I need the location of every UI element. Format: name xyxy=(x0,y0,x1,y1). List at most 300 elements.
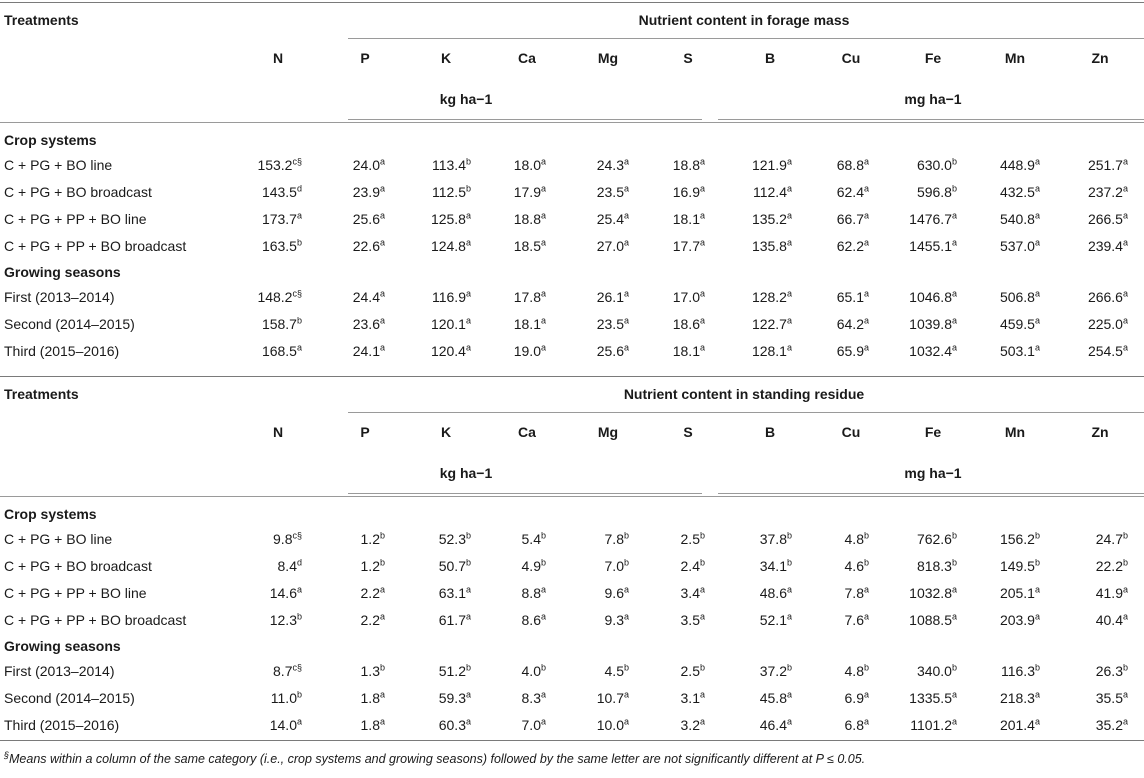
table-cell xyxy=(1096,530,1128,548)
table-cell xyxy=(257,156,302,174)
cell-letter: a xyxy=(1034,288,1040,299)
column-header-fe: Fe xyxy=(924,50,942,66)
cell-value: 1032.4 xyxy=(909,343,952,359)
cell-value: 40.4 xyxy=(1095,612,1123,628)
table-cell xyxy=(752,237,792,255)
cell-letter: a xyxy=(786,156,792,167)
cell-letter: a xyxy=(1122,237,1128,248)
title-rule xyxy=(348,38,1144,39)
cell-value: 205.1 xyxy=(999,585,1035,601)
table-cell xyxy=(845,557,869,575)
row-label: C + PG + PP + BO line xyxy=(4,211,147,227)
row-label: First (2013–2014) xyxy=(4,289,115,305)
cell-letter: d xyxy=(296,183,302,194)
panel-title: Nutrient content in standing residue xyxy=(623,386,865,402)
group-heading: Crop systems xyxy=(4,132,97,148)
cell-letter: a xyxy=(786,288,792,299)
cell-value: 122.7 xyxy=(751,316,787,332)
cell-letter: a xyxy=(951,315,957,326)
cell-value: 143.5 xyxy=(261,184,297,200)
footnote-mark: § xyxy=(4,749,10,760)
cell-letter: b xyxy=(465,156,471,167)
cell-letter: a xyxy=(379,584,385,595)
column-header-cu: Cu xyxy=(841,424,861,440)
cell-value: 112.5 xyxy=(431,184,466,200)
row-label: C + PG + PP + BO broadcast xyxy=(4,238,187,254)
cell-value: 9.3 xyxy=(604,612,624,628)
cell-value: 8.8 xyxy=(521,585,541,601)
kg-unit-rule xyxy=(348,493,702,494)
table-cell xyxy=(673,210,705,228)
table-cell xyxy=(1000,183,1040,201)
cell-value: 16.9 xyxy=(672,184,700,200)
cell-letter: a xyxy=(951,689,957,700)
cell-value: 8.4 xyxy=(277,558,297,574)
table-cell xyxy=(837,315,869,333)
cell-letter: a xyxy=(465,210,471,221)
cell-letter: a xyxy=(1122,584,1128,595)
cell-value: 254.5 xyxy=(1087,343,1123,359)
table-cell xyxy=(439,530,471,548)
cell-value: 50.7 xyxy=(438,558,466,574)
cell-letter: b xyxy=(296,315,302,326)
column-header-mg: Mg xyxy=(597,424,619,440)
row-label: Third (2015–2016) xyxy=(4,343,120,359)
panel-top-rule xyxy=(0,2,1144,3)
cell-letter: b xyxy=(540,662,546,673)
cell-value: 153.2 xyxy=(257,157,293,173)
table-cell xyxy=(522,557,546,575)
cell-value: 51.2 xyxy=(438,663,466,679)
cell-letter: a xyxy=(379,210,385,221)
cell-letter: b xyxy=(951,662,957,673)
cell-letter: a xyxy=(951,584,957,595)
table-cell xyxy=(837,210,869,228)
cell-value: 112.4 xyxy=(752,184,787,200)
cell-letter: a xyxy=(699,584,705,595)
cell-value: 65.9 xyxy=(836,343,864,359)
table-cell xyxy=(681,689,705,707)
cell-letter: a xyxy=(623,156,629,167)
table-cell xyxy=(522,611,546,629)
cell-letter: a xyxy=(863,342,869,353)
cell-value: 27.0 xyxy=(596,238,624,254)
table-cell xyxy=(673,315,705,333)
table-cell xyxy=(681,530,705,548)
cell-value: 225.0 xyxy=(1087,316,1123,332)
cell-letter: a xyxy=(863,689,869,700)
table-cell xyxy=(605,557,629,575)
table-cell xyxy=(597,237,629,255)
cell-letter: a xyxy=(786,611,792,622)
column-header-k: K xyxy=(440,424,452,440)
cell-letter: a xyxy=(623,584,629,595)
cell-letter: a xyxy=(623,237,629,248)
table-cell xyxy=(1000,342,1040,360)
cell-letter: b xyxy=(951,183,957,194)
table-cell xyxy=(597,183,629,201)
table-cell xyxy=(909,237,957,255)
cell-letter: a xyxy=(1034,584,1040,595)
table-cell xyxy=(522,689,546,707)
cell-letter: a xyxy=(699,716,705,727)
cell-value: 1.2 xyxy=(360,531,380,547)
table-cell xyxy=(681,662,705,680)
table-cell xyxy=(361,716,385,734)
cell-letter: b xyxy=(465,530,471,541)
cell-value: 18.5 xyxy=(513,238,541,254)
cell-value: 7.0 xyxy=(604,558,624,574)
row-label: C + PG + PP + BO line xyxy=(4,585,147,601)
table-cell xyxy=(1000,689,1040,707)
cell-letter: b xyxy=(465,662,471,673)
cell-value: 239.4 xyxy=(1087,238,1123,254)
cell-letter: b xyxy=(786,557,792,568)
table-cell xyxy=(439,557,471,575)
cell-value: 62.2 xyxy=(836,238,864,254)
cell-value: 45.8 xyxy=(759,690,787,706)
column-header-k: K xyxy=(440,50,452,66)
cell-letter: a xyxy=(1122,315,1128,326)
cell-value: 266.6 xyxy=(1087,289,1123,305)
cell-letter: a xyxy=(699,237,705,248)
cell-value: 1.8 xyxy=(360,690,380,706)
cell-letter: a xyxy=(623,689,629,700)
cell-letter: b xyxy=(296,689,302,700)
cell-value: 37.8 xyxy=(759,531,787,547)
cell-letter: a xyxy=(296,342,302,353)
cell-letter: a xyxy=(623,183,629,194)
table-cell xyxy=(753,183,792,201)
table-cell xyxy=(909,288,957,306)
table-cell xyxy=(909,315,957,333)
column-header-s: S xyxy=(683,424,693,440)
cell-value: 62.4 xyxy=(836,184,864,200)
cell-letter: b xyxy=(863,530,869,541)
table-cell xyxy=(752,288,792,306)
kg-unit-rule xyxy=(348,119,702,120)
cell-letter: b xyxy=(699,557,705,568)
cell-value: 156.2 xyxy=(999,531,1035,547)
cell-value: 14.6 xyxy=(269,585,297,601)
table-cell xyxy=(273,662,302,680)
cell-letter: a xyxy=(786,716,792,727)
table-cell xyxy=(262,342,302,360)
table-cell xyxy=(673,183,705,201)
column-header-n: N xyxy=(272,424,284,440)
cell-value: 7.8 xyxy=(604,531,624,547)
column-header-mg: Mg xyxy=(597,50,619,66)
cell-letter: a xyxy=(623,611,629,622)
cell-letter: a xyxy=(623,315,629,326)
cell-letter: a xyxy=(540,689,546,700)
table-cell xyxy=(439,689,471,707)
table-cell xyxy=(361,530,385,548)
cell-letter: a xyxy=(540,210,546,221)
cell-letter: b xyxy=(465,183,471,194)
cell-letter: a xyxy=(699,210,705,221)
cell-letter: a xyxy=(786,689,792,700)
table-cell xyxy=(673,237,705,255)
cell-value: 59.3 xyxy=(438,690,466,706)
table-cell xyxy=(432,156,471,174)
cell-letter: a xyxy=(786,584,792,595)
cell-letter: a xyxy=(296,716,302,727)
footnote-text: Means within a column of the same category (i.e., crop systems and growing seasons) followed by the same letter are not significantly different at P ≤ 0.05. xyxy=(9,752,866,766)
table-cell xyxy=(1096,689,1128,707)
cell-value: 158.7 xyxy=(261,316,297,332)
table-cell xyxy=(273,530,302,548)
cell-letter: a xyxy=(540,342,546,353)
cell-value: 23.5 xyxy=(596,184,624,200)
cell-letter: c§ xyxy=(292,288,302,299)
cell-letter: a xyxy=(951,342,957,353)
cell-letter: a xyxy=(863,237,869,248)
cell-letter: a xyxy=(951,210,957,221)
table-cell xyxy=(752,342,792,360)
cell-letter: a xyxy=(379,156,385,167)
cell-value: 18.1 xyxy=(672,343,700,359)
table-cell xyxy=(353,342,385,360)
table-cell xyxy=(845,530,869,548)
cell-value: 25.6 xyxy=(352,211,380,227)
cell-value: 7.0 xyxy=(521,717,541,733)
cell-value: 1.8 xyxy=(360,717,380,733)
table-cell xyxy=(522,662,546,680)
table-cell xyxy=(837,183,869,201)
table-cell xyxy=(1000,315,1040,333)
cell-letter: b xyxy=(1034,530,1040,541)
cell-letter: a xyxy=(465,288,471,299)
table-cell xyxy=(1096,611,1128,629)
table-cell xyxy=(597,315,629,333)
cell-value: 1088.5 xyxy=(909,612,952,628)
cell-value: 65.1 xyxy=(836,289,864,305)
cell-letter: a xyxy=(379,237,385,248)
table-cell xyxy=(431,210,471,228)
cell-value: 5.4 xyxy=(521,531,541,547)
cell-value: 25.4 xyxy=(596,211,624,227)
cell-letter: a xyxy=(699,342,705,353)
cell-letter: b xyxy=(1122,557,1128,568)
cell-value: 120.1 xyxy=(430,316,466,332)
cell-value: 340.0 xyxy=(916,663,952,679)
cell-letter: b xyxy=(540,557,546,568)
cell-letter: b xyxy=(623,557,629,568)
cell-value: 3.1 xyxy=(680,690,700,706)
table-cell xyxy=(353,288,385,306)
cell-value: 630.0 xyxy=(916,157,952,173)
cell-value: 11.0 xyxy=(270,690,297,706)
cell-letter: b xyxy=(296,611,302,622)
column-header-p: P xyxy=(360,50,370,66)
cell-letter: a xyxy=(623,716,629,727)
cell-value: 1476.7 xyxy=(909,211,952,227)
table-cell xyxy=(270,611,302,629)
cell-letter: a xyxy=(863,156,869,167)
cell-letter: a xyxy=(1034,183,1040,194)
cell-letter: a xyxy=(951,237,957,248)
table-cell xyxy=(1088,315,1128,333)
cell-letter: a xyxy=(540,315,546,326)
table-cell xyxy=(1000,716,1040,734)
cell-letter: d xyxy=(296,557,302,568)
cell-value: 203.9 xyxy=(999,612,1035,628)
cell-letter: b xyxy=(623,530,629,541)
table-cell xyxy=(845,611,869,629)
cell-letter: a xyxy=(623,342,629,353)
cell-letter: a xyxy=(379,288,385,299)
cell-letter: b xyxy=(1034,662,1040,673)
cell-value: 22.6 xyxy=(352,238,380,254)
cell-letter: a xyxy=(1122,611,1128,622)
cell-value: 459.5 xyxy=(999,316,1035,332)
column-header-ca: Ca xyxy=(518,424,536,440)
header-bottom-rule xyxy=(0,122,1144,123)
row-label: C + PG + PP + BO broadcast xyxy=(4,612,187,628)
cell-letter: b xyxy=(379,662,385,673)
table-cell xyxy=(514,288,546,306)
cell-value: 10.0 xyxy=(596,717,624,733)
table-cell xyxy=(681,611,705,629)
table-cell xyxy=(605,662,629,680)
cell-value: 23.9 xyxy=(352,184,380,200)
cell-letter: a xyxy=(465,315,471,326)
table-cell xyxy=(1096,716,1128,734)
group-heading: Crop systems xyxy=(4,506,97,522)
cell-value: 19.0 xyxy=(513,343,541,359)
cell-value: 2.2 xyxy=(360,612,380,628)
cell-value: 17.9 xyxy=(513,184,541,200)
table-cell xyxy=(278,557,302,575)
cell-letter: a xyxy=(863,183,869,194)
table-cell xyxy=(439,611,471,629)
cell-value: 3.2 xyxy=(680,717,700,733)
cell-value: 818.3 xyxy=(916,558,952,574)
table-cell xyxy=(514,237,546,255)
table-cell xyxy=(917,557,957,575)
table-cell xyxy=(1096,584,1128,602)
table-cell xyxy=(257,288,302,306)
row-label: C + PG + BO line xyxy=(4,157,113,173)
cell-letter: a xyxy=(863,315,869,326)
cell-value: 24.4 xyxy=(352,289,380,305)
column-header-zn: Zn xyxy=(1091,50,1109,66)
table-cell xyxy=(597,716,629,734)
table-cell xyxy=(1088,183,1128,201)
table-cell xyxy=(439,584,471,602)
cell-letter: a xyxy=(1122,288,1128,299)
cell-value: 6.8 xyxy=(844,717,864,733)
cell-letter: a xyxy=(786,237,792,248)
cell-letter: a xyxy=(863,288,869,299)
cell-letter: b xyxy=(863,662,869,673)
cell-value: 17.7 xyxy=(672,238,700,254)
cell-value: 35.2 xyxy=(1095,717,1123,733)
table-cell xyxy=(1000,210,1040,228)
cell-value: 48.6 xyxy=(759,585,787,601)
cell-value: 4.9 xyxy=(521,558,541,574)
cell-value: 149.5 xyxy=(999,558,1035,574)
table-cell xyxy=(681,584,705,602)
cell-value: 762.6 xyxy=(916,531,952,547)
cell-letter: b xyxy=(540,530,546,541)
table-cell xyxy=(752,315,792,333)
table-cell xyxy=(1000,237,1040,255)
cell-value: 218.3 xyxy=(999,690,1035,706)
table-cell xyxy=(439,716,471,734)
table-cell xyxy=(760,584,792,602)
cell-letter: b xyxy=(1122,530,1128,541)
table-cell xyxy=(1088,288,1128,306)
table-cell xyxy=(514,342,546,360)
cell-letter: a xyxy=(465,342,471,353)
cell-value: 6.9 xyxy=(844,690,864,706)
table-cell xyxy=(361,662,385,680)
table-cell xyxy=(270,716,302,734)
table-cell xyxy=(597,288,629,306)
column-header-mn: Mn xyxy=(1004,50,1026,66)
table-cell xyxy=(1000,288,1040,306)
cell-value: 25.6 xyxy=(596,343,624,359)
cell-value: 18.6 xyxy=(672,316,700,332)
cell-value: 266.5 xyxy=(1087,211,1123,227)
table-cell xyxy=(917,156,957,174)
cell-letter: a xyxy=(951,288,957,299)
row-label: C + PG + BO broadcast xyxy=(4,184,152,200)
table-cell xyxy=(361,689,385,707)
column-header-zn: Zn xyxy=(1091,424,1109,440)
cell-letter: a xyxy=(1034,237,1040,248)
table-cell xyxy=(1096,557,1128,575)
table-cell xyxy=(760,530,792,548)
cell-value: 3.5 xyxy=(680,612,700,628)
cell-value: 113.4 xyxy=(431,157,466,173)
cell-value: 173.7 xyxy=(261,211,297,227)
cell-letter: a xyxy=(1034,342,1040,353)
column-header-b: B xyxy=(764,50,776,66)
cell-letter: a xyxy=(540,611,546,622)
row-label: Second (2014–2015) xyxy=(4,690,135,706)
table-cell xyxy=(431,315,471,333)
cell-letter: b xyxy=(786,530,792,541)
cell-value: 63.1 xyxy=(438,585,466,601)
table-cell xyxy=(605,611,629,629)
table-cell xyxy=(917,183,957,201)
cell-letter: c§ xyxy=(292,662,302,673)
cell-letter: a xyxy=(786,210,792,221)
cell-value: 17.0 xyxy=(672,289,700,305)
cell-letter: a xyxy=(379,611,385,622)
header-bottom-rule xyxy=(0,496,1144,497)
cell-letter: a xyxy=(863,611,869,622)
cell-value: 18.1 xyxy=(672,211,700,227)
column-header-ca: Ca xyxy=(518,50,536,66)
cell-value: 596.8 xyxy=(916,184,952,200)
cell-value: 168.5 xyxy=(261,343,297,359)
cell-value: 26.3 xyxy=(1095,663,1123,679)
cell-letter: a xyxy=(465,237,471,248)
table-cell xyxy=(1088,156,1128,174)
table-cell xyxy=(514,156,546,174)
cell-value: 7.6 xyxy=(844,612,864,628)
cell-value: 34.1 xyxy=(759,558,787,574)
cell-value: 128.1 xyxy=(751,343,787,359)
cell-letter: a xyxy=(465,689,471,700)
column-header-s: S xyxy=(683,50,693,66)
cell-value: 14.0 xyxy=(269,717,297,733)
cell-value: 432.5 xyxy=(999,184,1035,200)
